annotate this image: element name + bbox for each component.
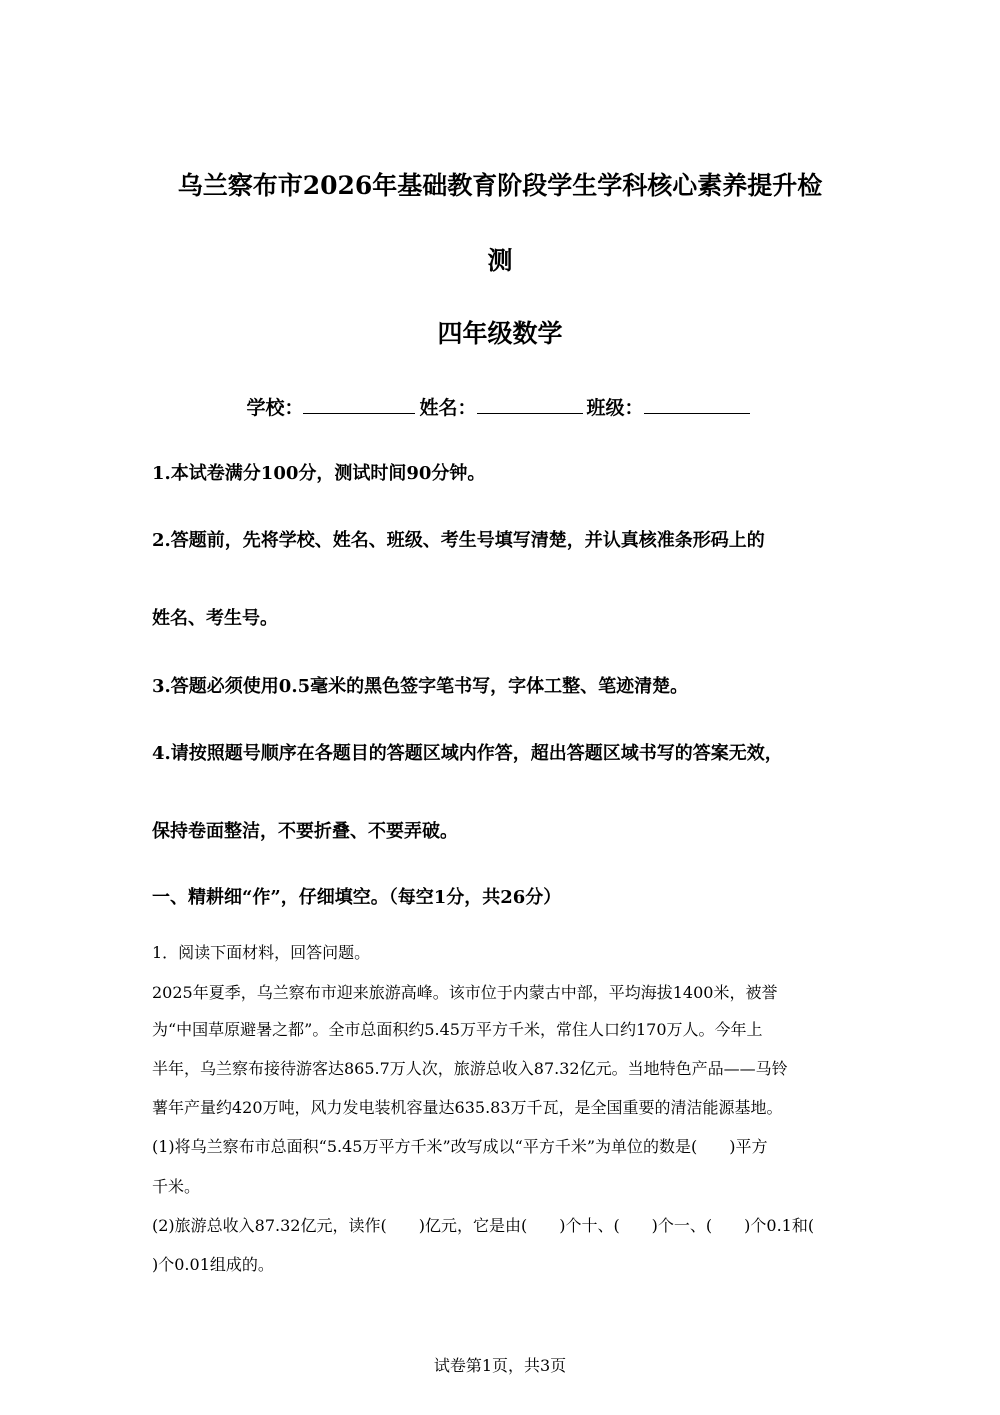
note-1: 1.本试卷满分100分，测试时间90分钟。 bbox=[152, 463, 486, 484]
note-3: 3.答题必须使用0.5毫米的黑色签字笔书写，字体工整、笔迹清楚。 bbox=[152, 676, 689, 697]
school-blank[interactable] bbox=[303, 393, 415, 414]
class-blank[interactable] bbox=[644, 393, 750, 414]
note-4-line2: 保持卷面整洁，不要折叠、不要弄破。 bbox=[152, 821, 458, 842]
passage-line: 2025年夏季，乌兰察布市迎来旅游高峰。该市位于内蒙古中部，平均海拔1400米，被誉 bbox=[152, 983, 778, 1002]
section-1-title: 一、精耕细“作”，仔细填空。（每空1分，共26分） bbox=[152, 887, 562, 908]
name-blank[interactable] bbox=[477, 393, 583, 414]
sub-question-1-line1: (1)将乌兰察布市总面积“5.45万平方千米”改写成以“平方千米”为单位的数是( )平方 bbox=[152, 1137, 768, 1156]
question-1-intro: 1．阅读下面材料，回答问题。 bbox=[152, 943, 371, 962]
school-label: 学校： bbox=[246, 397, 304, 419]
class-label: 班级： bbox=[586, 397, 644, 419]
sub-question-2-line1: (2)旅游总收入87.32亿元，读作( )亿元，它是由( )个十、( )个一、( )个0.1和( bbox=[152, 1216, 815, 1235]
note-2-line1: 2.答题前，先将学校、姓名、班级、考生号填写清楚，并认真核准条形码上的 bbox=[152, 530, 765, 551]
exam-subtitle: 四年级数学 bbox=[437, 319, 563, 348]
passage-line: 薯年产量约420万吨，风力发电装机容量达635.83万千瓦，是全国重要的清洁能源基地。 bbox=[152, 1098, 783, 1117]
passage-line: 为“中国草原避暑之都”。全市总面积约5.45万平方千米，常住人口约170万人。今年上 bbox=[152, 1020, 763, 1039]
student-info-line bbox=[120, 393, 880, 422]
sub-question-1-line2: 千米。 bbox=[152, 1177, 201, 1196]
exam-title-line2: 测 bbox=[487, 246, 513, 275]
name-label: 姓名： bbox=[419, 397, 477, 419]
passage-line: 半年，乌兰察布接待游客达865.7万人次，旅游总收入87.32亿元。当地特色产品——马铃 bbox=[152, 1059, 788, 1078]
note-2-line2: 姓名、考生号。 bbox=[152, 608, 278, 629]
exam-title-line1: 乌兰察布市2026年基础教育阶段学生学科核心素养提升检 bbox=[177, 171, 823, 200]
page-footer: 试卷第1页，共3页 bbox=[433, 1356, 567, 1375]
sub-question-2-line2: )个0.01组成的。 bbox=[152, 1255, 274, 1274]
note-4-line1: 4.请按照题号顺序在各题目的答题区域内作答，超出答题区域书写的答案无效， bbox=[152, 743, 783, 764]
